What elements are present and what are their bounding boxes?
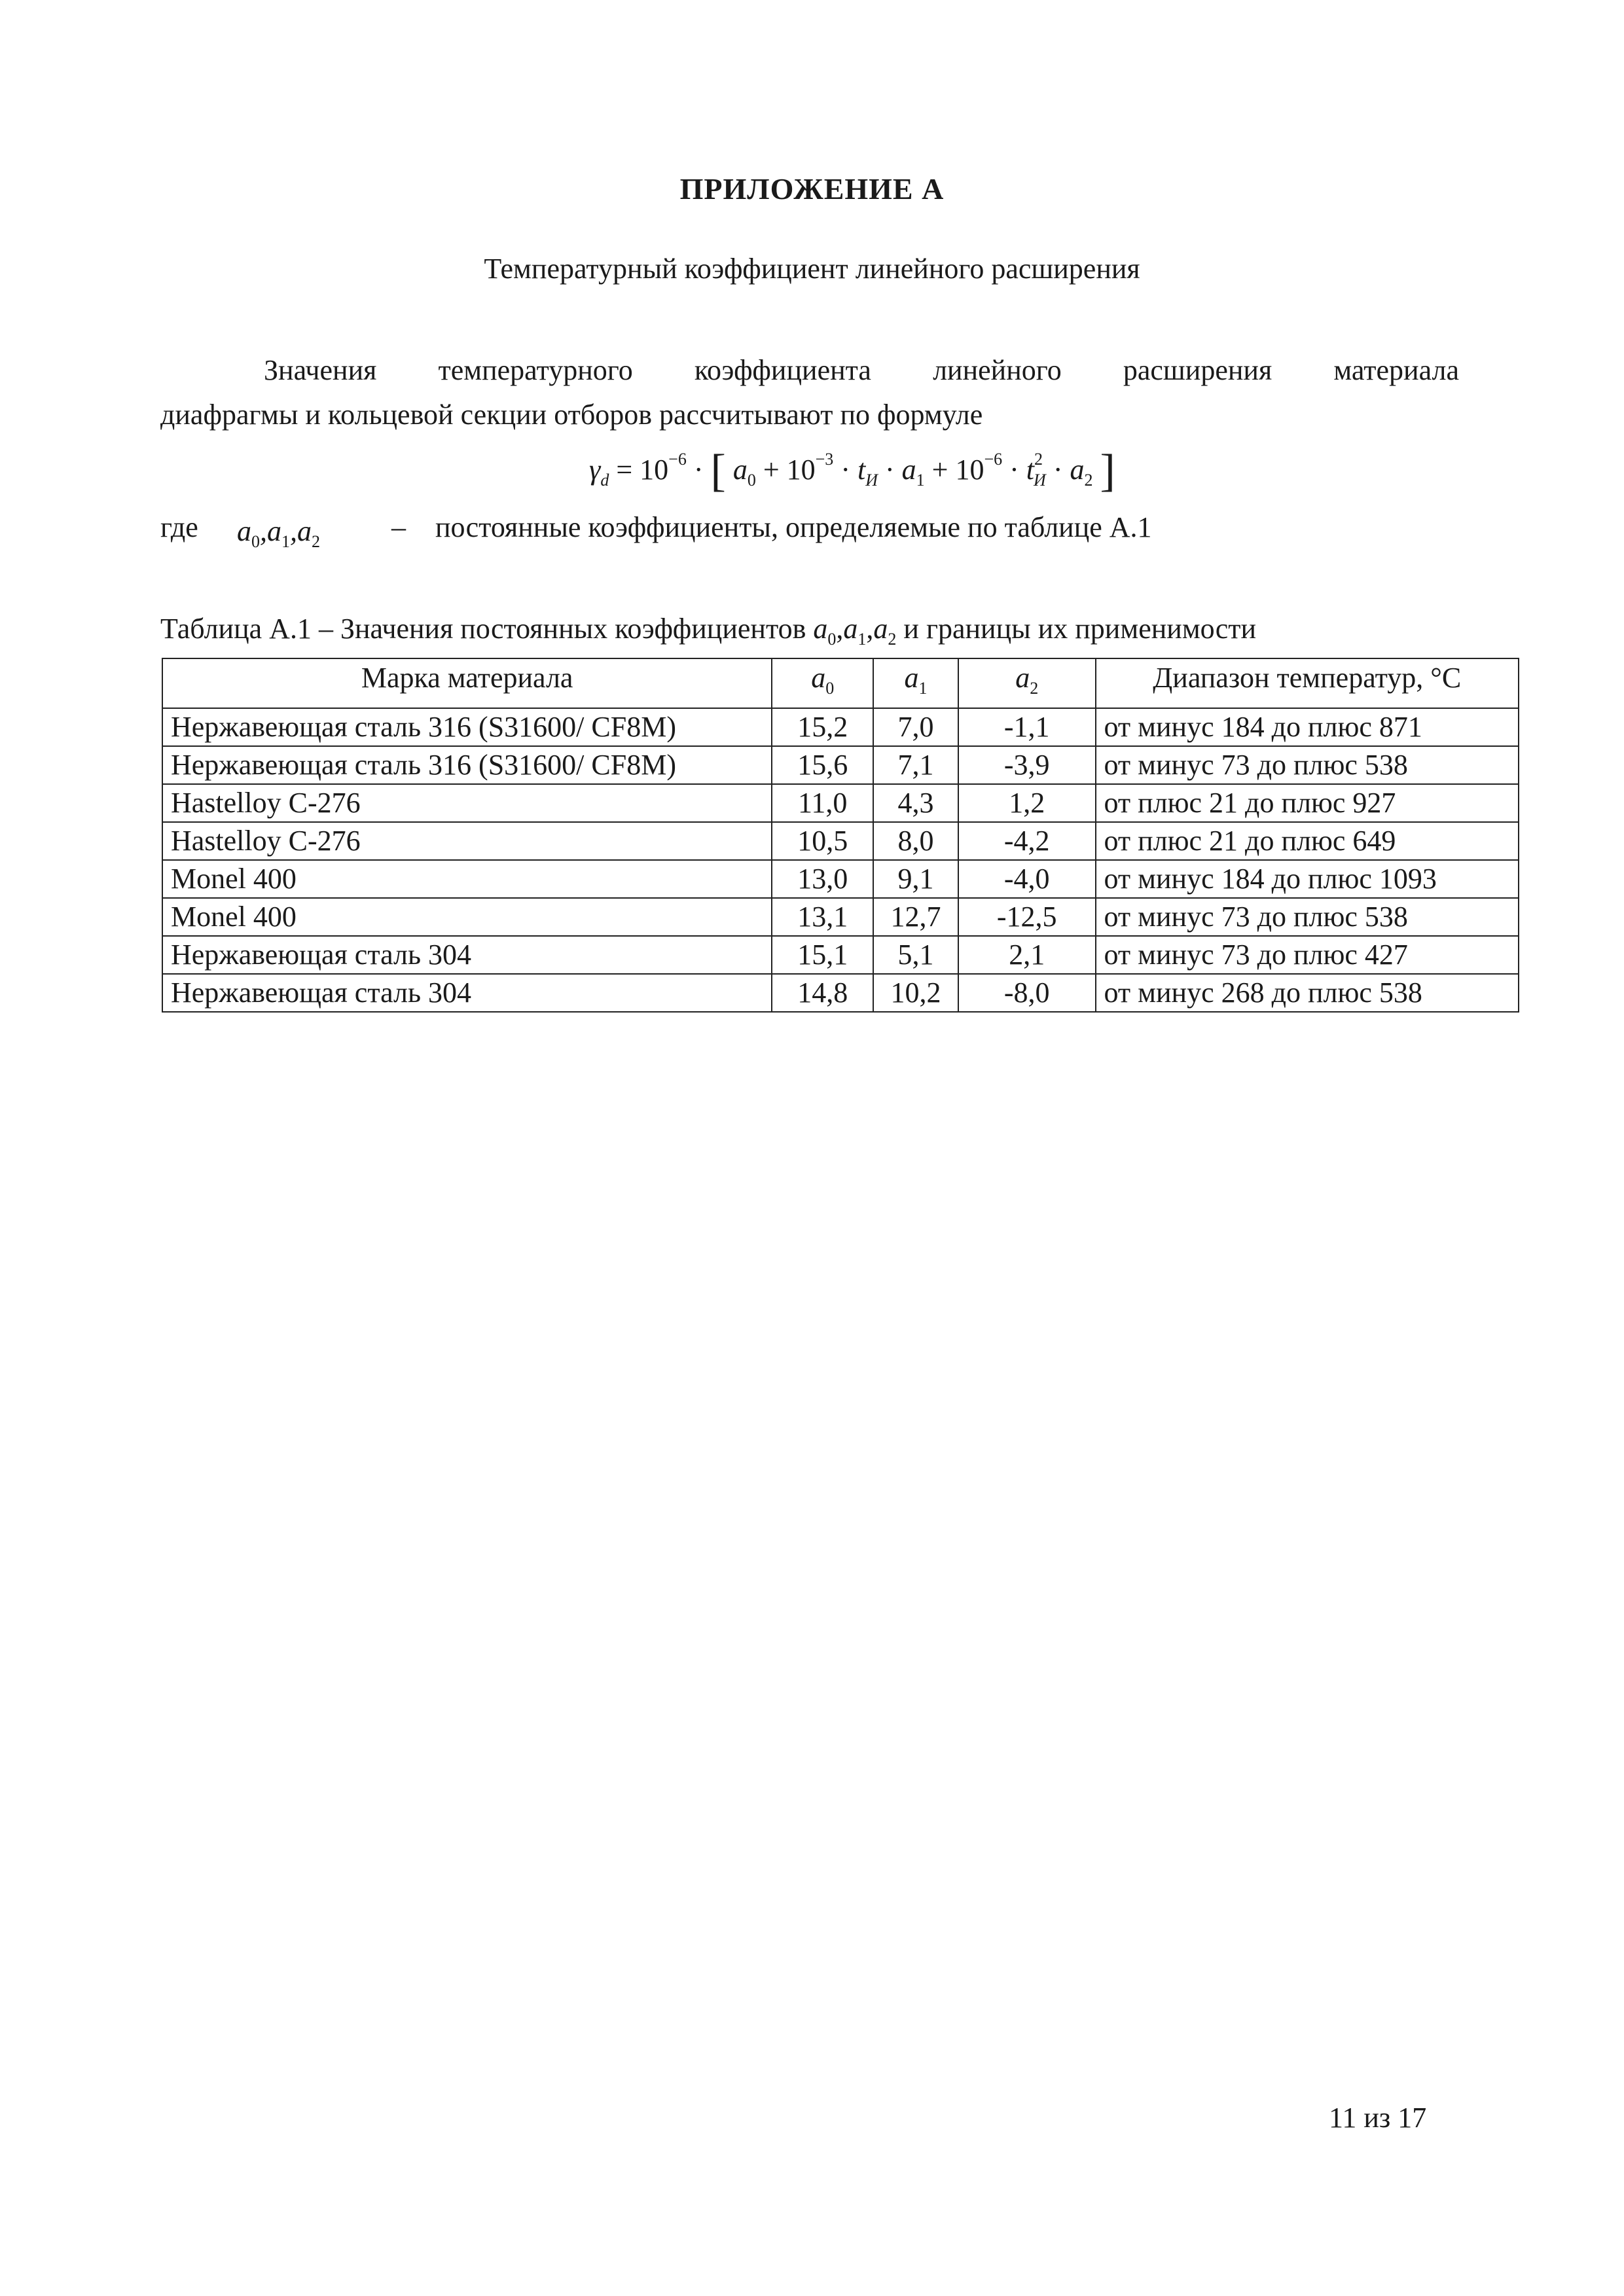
formula-t-subscript: И: [865, 471, 878, 490]
cell-a1: 7,1: [873, 746, 958, 784]
caption-sub-0: 0: [827, 630, 837, 649]
cell-a2: -4,2: [958, 822, 1096, 860]
formula-exponent-1: −6: [668, 450, 687, 469]
formula-dot: ·: [686, 454, 711, 486]
formula-t-squared-subscript: И: [1034, 471, 1046, 490]
cell-temperature-range: от минус 73 до плюс 538: [1096, 898, 1519, 936]
cell-a1: 4,3: [873, 784, 958, 822]
table-row: [162, 708, 1519, 746]
formula-gamma-subscript: d: [600, 471, 609, 490]
cell-a0: 13,1: [772, 898, 873, 936]
cell-a1: 7,0: [873, 708, 958, 746]
cell-a1: 5,1: [873, 936, 958, 974]
cell-a2: -3,9: [958, 746, 1096, 784]
where-sub-0: 0: [251, 532, 260, 551]
where-dash: –: [391, 511, 406, 543]
table-row: [162, 974, 1519, 1012]
cell-temperature-range: от плюс 21 до плюс 649: [1096, 822, 1519, 860]
formula-t: t: [857, 454, 866, 486]
caption-suffix: и границы их применимости: [896, 613, 1257, 645]
coefficients-table: [162, 658, 1519, 1013]
table-row: [162, 822, 1519, 860]
formula-t-squared: t: [1026, 454, 1035, 486]
header-temperature-range: Диапазон температур, °С: [1096, 658, 1519, 708]
table-row: [162, 746, 1519, 784]
cell-a0: 10,5: [772, 822, 873, 860]
header-material: Марка материала: [162, 658, 772, 708]
cell-material: Hastelloy C-276: [162, 784, 772, 822]
cell-material: Нержавеющая сталь 304: [162, 974, 772, 1012]
table-row: [162, 860, 1519, 898]
page-number: 11 из 17: [1329, 2102, 1427, 2134]
formula-open-bracket: [: [710, 446, 726, 496]
cell-material: Нержавеющая сталь 304: [162, 936, 772, 974]
formula-gamma: γ: [589, 454, 601, 486]
table-header-row: [162, 658, 1519, 708]
cell-a2: -8,0: [958, 974, 1096, 1012]
cell-a2: -1,1: [958, 708, 1096, 746]
cell-temperature-range: от минус 268 до плюс 538: [1096, 974, 1519, 1012]
cell-a2: -12,5: [958, 898, 1096, 936]
formula-exponent-3: −6: [984, 450, 1003, 469]
formula-a1: a: [901, 454, 916, 486]
formula-a2-subscript: 2: [1084, 471, 1093, 490]
caption-var-a1: a: [843, 613, 858, 645]
header-a2: $a_2$: [958, 658, 1096, 708]
cell-temperature-range: от плюс 21 до плюс 927: [1096, 784, 1519, 822]
cell-a1: 12,7: [873, 898, 958, 936]
table-row: [162, 784, 1519, 822]
where-sub-2: 2: [312, 532, 320, 551]
cell-a0: 15,2: [772, 708, 873, 746]
cell-a0: 15,6: [772, 746, 873, 784]
cell-a2: 2,1: [958, 936, 1096, 974]
cell-a0: 15,1: [772, 936, 873, 974]
cell-material: Нержавеющая сталь 316 (S31600/ CF8M): [162, 708, 772, 746]
caption-sub-1: 1: [857, 630, 867, 649]
intro-paragraph-line-2: диафрагмы и кольцевой секции отборов рассчитывают по формуле: [160, 399, 983, 431]
formula-t-power: 2: [1034, 450, 1043, 469]
caption-prefix: Таблица А.1 – Значения постоянных коэффициентов: [160, 613, 814, 645]
appendix-subtitle: Температурный коэффициент линейного расширения: [484, 253, 1140, 285]
cell-a2: 1,2: [958, 784, 1096, 822]
header-a1: $a_1$: [873, 658, 958, 708]
cell-a0: 14,8: [772, 974, 873, 1012]
formula-equals-ten: = 10: [609, 454, 669, 486]
appendix-heading: ПРИЛОЖЕНИЕ А: [679, 172, 945, 206]
formula-a0-subscript: 0: [747, 471, 756, 490]
formula-dot: ·: [1045, 454, 1070, 486]
formula-dot: ·: [877, 454, 902, 486]
formula-plus-ten: + 10: [755, 454, 816, 486]
caption-var-a0: a: [813, 613, 828, 645]
caption-var-a2: a: [873, 613, 888, 645]
where-var-a1: a: [267, 515, 281, 547]
where-sub-1: 1: [281, 532, 290, 551]
cell-temperature-range: от минус 184 до плюс 1093: [1096, 860, 1519, 898]
cell-material: Нержавеющая сталь 316 (S31600/ CF8M): [162, 746, 772, 784]
where-variables: [237, 514, 320, 552]
cell-temperature-range: от минус 73 до плюс 427: [1096, 936, 1519, 974]
formula-a2: a: [1070, 454, 1085, 486]
formula-plus-ten: + 10: [924, 454, 984, 486]
cell-material: Hastelloy C-276: [162, 822, 772, 860]
cell-temperature-range: от минус 184 до плюс 871: [1096, 708, 1519, 746]
header-a0: $a_0$: [772, 658, 873, 708]
where-var-a0: a: [237, 515, 251, 547]
caption-comma: ,: [836, 613, 844, 645]
formula-close-bracket: ]: [1100, 446, 1115, 496]
where-comma: ,: [260, 515, 267, 547]
formula-a0: a: [732, 454, 748, 486]
where-var-a2: a: [297, 515, 312, 547]
formula-exponent-2: −3: [815, 450, 834, 469]
formula-a1-subscript: 1: [916, 471, 925, 490]
expansion-formula: [589, 445, 1115, 497]
cell-a1: 10,2: [873, 974, 958, 1012]
formula-dot: ·: [1002, 454, 1026, 486]
cell-material: Monel 400: [162, 898, 772, 936]
table-row: [162, 936, 1519, 974]
caption-sub-2: 2: [888, 630, 897, 649]
table-row: [162, 898, 1519, 936]
cell-a2: -4,0: [958, 860, 1096, 898]
table-caption: [160, 612, 1256, 649]
formula-dot: ·: [833, 454, 857, 486]
cell-a0: 13,0: [772, 860, 873, 898]
where-description: постоянные коэффициенты, определяемые по таблице А.1: [435, 511, 1152, 543]
caption-comma: ,: [866, 613, 874, 645]
cell-a1: 9,1: [873, 860, 958, 898]
where-comma: ,: [290, 515, 297, 547]
intro-paragraph-line-1: Значения температурного коэффициента линейного расширения материала: [264, 354, 1459, 386]
cell-temperature-range: от минус 73 до плюс 538: [1096, 746, 1519, 784]
where-label: где: [160, 511, 198, 543]
cell-material: Monel 400: [162, 860, 772, 898]
cell-a0: 11,0: [772, 784, 873, 822]
cell-a1: 8,0: [873, 822, 958, 860]
